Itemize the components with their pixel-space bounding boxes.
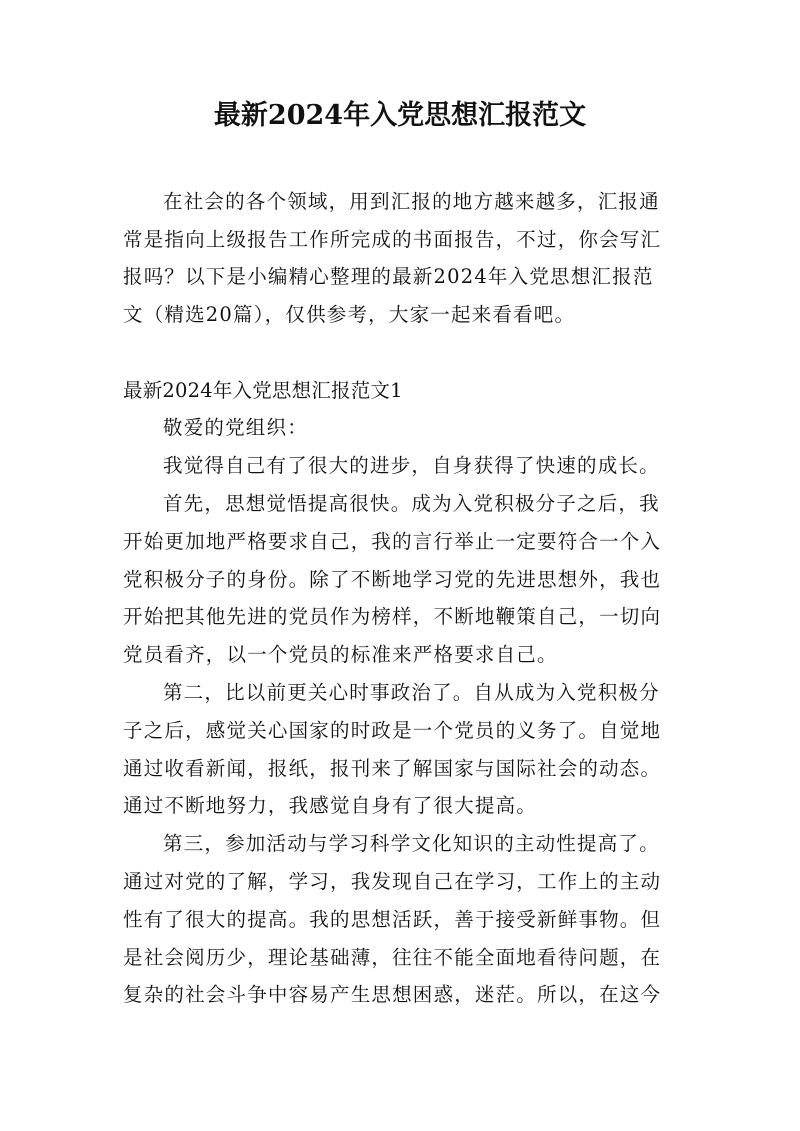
body-line: 性有了很大的提高。我的思想活跃，善于接受新鲜事物。但 <box>123 908 662 931</box>
body-line: 通过对党的了解，学习，我发现自己在学习，工作上的主动 <box>123 870 662 893</box>
intro-line: 在社会的各个领域，用到汇报的地方越来越多，汇报通 <box>163 190 660 213</box>
body-line: 我觉得自己有了很大的进步，自身获得了快速的成长。 <box>163 454 660 477</box>
section-heading: 最新2024年入党思想汇报范文1 <box>123 379 403 402</box>
body-line: 通过不断地努力，我感觉自身有了很大提高。 <box>123 794 538 817</box>
body-line: 党员看齐，以一个党员的标准来严格要求自己。 <box>123 643 558 666</box>
intro-line: 常是指向上级报告工作所完成的书面报告，不过，你会写汇 <box>123 228 662 251</box>
body-line: 党积极分子的身份。除了不断地学习党的先进思想外，我也 <box>123 568 662 591</box>
body-line: 是社会阅历少，理论基础薄，往往不能全面地看待问题，在 <box>123 946 662 969</box>
body-line: 开始更加地严格要求自己，我的言行举止一定要符合一个入 <box>123 530 662 553</box>
body-line: 第二，比以前更关心时事政治了。自从成为入党积极分 <box>163 681 660 704</box>
body-line: 复杂的社会斗争中容易产生思想困惑，迷茫。所以，在这今 <box>123 983 662 1006</box>
intro-line: 文（精选20篇），仅供参考，大家一起来看看吧。 <box>123 303 576 326</box>
document-title: 最新2024年入党思想汇报范文 <box>213 100 587 131</box>
body-line: 开始把其他先进的党员作为榜样，不断地鞭策自己，一切向 <box>123 605 662 628</box>
intro-line: 报吗？以下是小编精心整理的最新2024年入党思想汇报范 <box>123 265 654 288</box>
body-line: 第三，参加活动与学习科学文化知识的主动性提高了。 <box>163 832 660 855</box>
body-line: 通过收看新闻，报纸，报刊来了解国家与国际社会的动态。 <box>123 757 662 780</box>
body-line: 子之后，感觉关心国家的时政是一个党员的义务了。自觉地 <box>123 719 662 742</box>
body-line: 首先，思想觉悟提高很快。成为入党积极分子之后，我 <box>163 492 660 515</box>
salutation: 敬爱的党组织： <box>163 416 308 439</box>
